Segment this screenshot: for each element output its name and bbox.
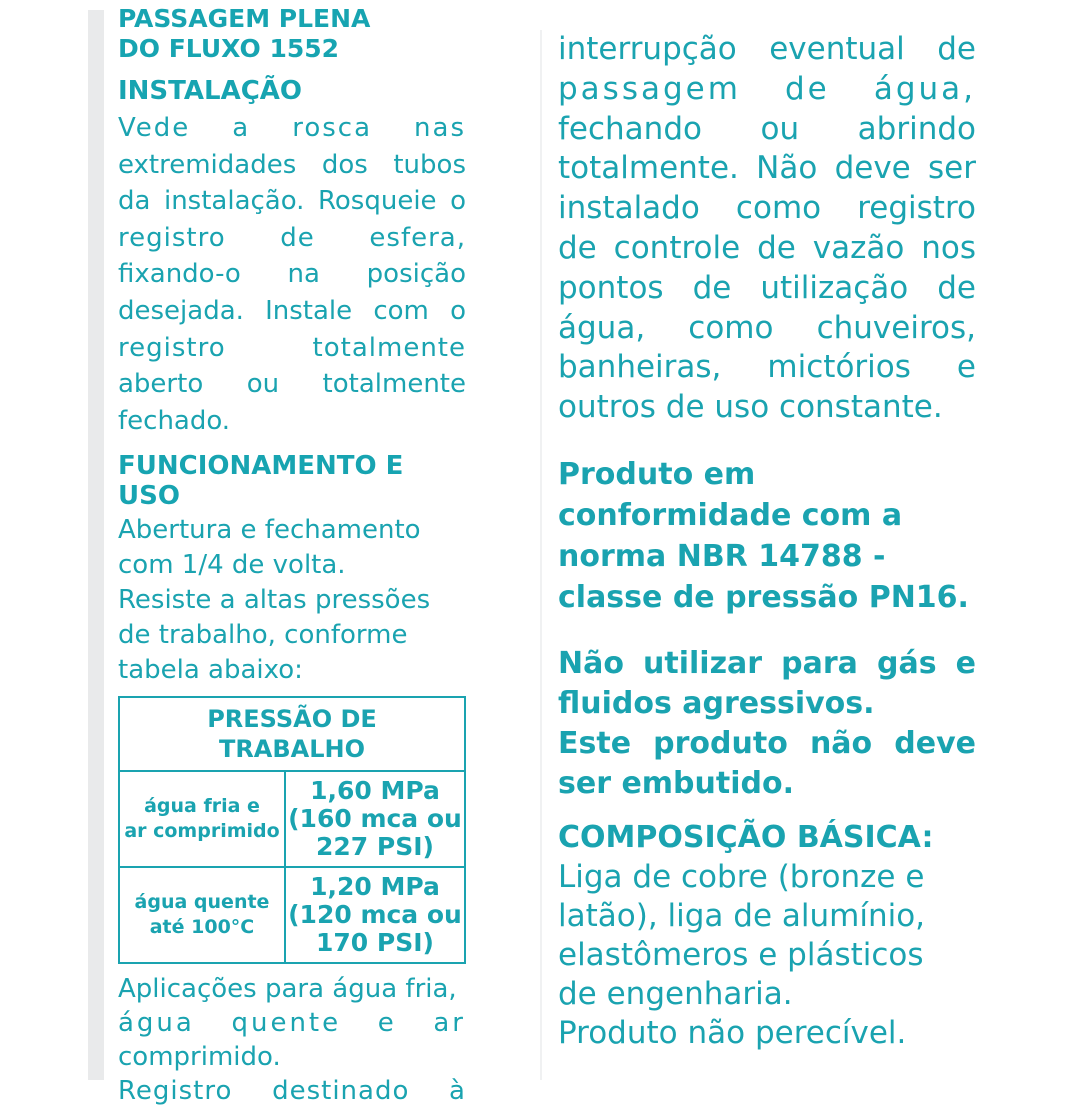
usage-text — [558, 30, 976, 428]
composition-heading: COMPOSIÇÃO BÁSICA: — [558, 819, 934, 855]
usage-line: interrupção eventual de — [558, 31, 976, 67]
conformity-line: norma NBR 14788 - — [558, 538, 886, 574]
table-value-line: (120 mca ou — [288, 900, 462, 930]
table-row — [119, 771, 465, 867]
operation-text — [118, 513, 466, 688]
operation-heading: FUNCIONAMENTO E USO — [118, 451, 404, 512]
composition-line: Produto não perecível. — [558, 1014, 907, 1051]
table-row — [119, 867, 465, 963]
operation-line: Resiste a altas pressões — [118, 585, 431, 616]
table-label-line: ar comprimido — [124, 820, 280, 843]
applications-line: comprimido. — [118, 1042, 281, 1073]
composition-line: Liga de cobre (bronze e — [558, 858, 925, 895]
column-divider — [540, 30, 542, 1080]
table-row-value — [285, 771, 465, 867]
table-label-line: até 100°C — [149, 916, 255, 939]
table-label-line: água quente — [134, 891, 270, 914]
table-value-line: (160 mca ou — [288, 804, 462, 834]
table-row-label — [119, 867, 285, 963]
installation-heading: INSTALAÇÃO — [118, 76, 302, 106]
table-row-value — [285, 867, 465, 963]
right-column — [558, 30, 976, 1053]
table-header-row — [119, 697, 465, 771]
usage-line: totalmente. Não deve ser — [558, 150, 976, 187]
installation-line: registro de esfera, — [118, 222, 466, 253]
product-title-line-2: DO FLUXO 1552 — [118, 34, 340, 63]
table-row-label — [119, 771, 285, 867]
installation-line: extremidades dos tubos — [118, 149, 466, 180]
usage-line: pontos de utilização de — [558, 269, 976, 306]
usage-line: de controle de vazão nos — [558, 229, 976, 266]
table-header-line: TRABALHO — [218, 735, 366, 764]
warning-line: Não utilizar para gás e — [558, 645, 976, 681]
conformity-text — [558, 454, 976, 618]
composition-text — [558, 858, 976, 1053]
usage-line: outros de uso constante. — [558, 389, 943, 426]
warning-text — [558, 644, 976, 804]
installation-line: da instalação. Rosqueie o — [118, 186, 466, 217]
product-title-line-1: PASSAGEM PLENA — [118, 4, 371, 33]
usage-line: banheiras, mictórios e — [558, 349, 976, 386]
installation-line: fechado. — [118, 405, 231, 436]
table-header-line: PRESSÃO DE — [207, 705, 377, 734]
table-value-line: 1,20 MPa — [310, 872, 440, 902]
usage-line: água, como chuveiros, — [558, 309, 976, 346]
composition-line: elastômeros e plásticos — [558, 936, 924, 973]
applications-line: Registro destinado à — [118, 1076, 466, 1107]
usage-line: instalado como registro — [558, 190, 976, 227]
left-margin-bar — [88, 10, 104, 1080]
composition-line: latão), liga de alumínio, — [558, 897, 926, 934]
warning-line: ser embutido. — [558, 765, 794, 801]
warning-line: Este produto não deve — [558, 725, 976, 761]
installation-line: desejada. Instale com o — [118, 295, 466, 326]
operation-line: de trabalho, conforme — [118, 620, 408, 651]
installation-line: fixando-o na posição — [118, 259, 466, 290]
table-value-line: 227 PSI) — [316, 832, 434, 862]
applications-line: água quente e ar — [118, 1008, 466, 1039]
usage-line: fechando ou abrindo — [558, 110, 976, 147]
operation-line: tabela abaixo: — [118, 655, 303, 686]
pressure-table — [118, 696, 466, 964]
installation-line: registro totalmente — [118, 332, 466, 363]
table-label-line: água fria e — [144, 795, 260, 818]
product-title — [118, 4, 466, 64]
operation-line: Abertura e fechamento — [118, 515, 421, 546]
conformity-line: conformidade com a — [558, 497, 903, 533]
table-header-cell — [119, 697, 465, 771]
table-value-line: 170 PSI) — [316, 928, 434, 958]
applications-line: Aplicações para água fria, — [118, 974, 457, 1005]
applications-text — [118, 972, 466, 1108]
warning-line: fluidos agressivos. — [558, 685, 875, 721]
operation-line: com 1/4 de volta. — [118, 550, 346, 581]
composition-line: de engenharia. — [558, 975, 793, 1012]
usage-line: passagem de água, — [558, 70, 976, 107]
left-column — [118, 4, 466, 1108]
conformity-line: Produto em — [558, 456, 756, 492]
conformity-line: classe de pressão PN16. — [558, 579, 969, 615]
installation-line: aberto ou totalmente — [118, 369, 466, 400]
table-value-line: 1,60 MPa — [310, 776, 440, 806]
installation-text — [118, 110, 466, 439]
installation-line: Vede a rosca nas — [118, 113, 466, 143]
